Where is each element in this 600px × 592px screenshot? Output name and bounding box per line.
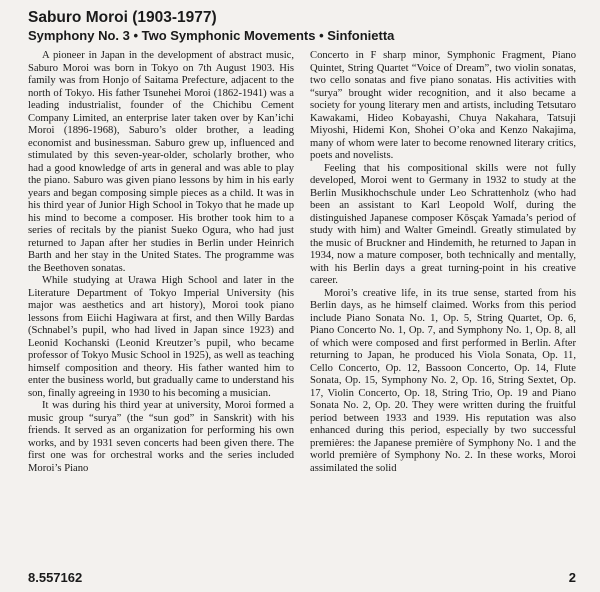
- header: [28, 8, 588, 45]
- right-column: [310, 50, 576, 568]
- paragraph: Concerto in F sharp minor, Symphonic Fragment, Piano Quintet, String Quartet “Voice of Dream”, two violin sonatas, two cello sonatas and five piano sonatas. His activities with “surya” brought wider recognition, and it also became a society for young literary men and artists, including Tetsutaro Kawakami, Hideo Kobayashi, Chuya Nakahara, Tatsuji Miyoshi, Hidemi Kon, Shohei O’oka and Kenzo Nakajima, many of whom were later to become renowned literary critics, poets and novelists.: [310, 50, 576, 161]
- page-number: 2: [568, 570, 576, 585]
- paragraph: A pioneer in Japan in the development of abstract music, Saburo Moroi was born in Tokyo on 7th August 1903. His family was from Honjo of Saitama Prefecture, adjacent to the north of Tokyo. His father Tsunehei Moroi (1862-1941) was a leading industrialist, founder of the Chichibu Cement Company Limited, an enterprise later taken over by Kan’ichi Moroi (1896-1968), Saburo’s older brother, a leading economist and businessman. Saburo grew up, influenced and stimulated by this seven-year-older, scholarly brother, who had a good knowledge of arts in general and was able to play the piano. Saburo was given piano lessons by him in his early years and began composing simple pieces as a child. It was in his third year of Junior High School in Tokyo that he made up his mind to become a composer. His brother took him to a series of recitals by the pianist Sueko Ogura, who had just returned to Japan after her studies in Berlin under Heinrich Barth and her stay in the United States. The programme was the Beethoven sonatas.: [28, 50, 294, 274]
- paragraph: Feeling that his compositional skills were not fully developed, Moroi went to Germany in 1932 to study at the Berlin Musikhochschule under Leo Schrattenholz (who had been an assistant to Karl Leopold Wolf, during the distinguished Japanese composer Kōsçak Yamada’s period of study with him) and Walter Gmeindl. Greatly stimulated by the music of Bruckner and Hindemith, he returned to Japan in 1934, now a mature composer, both technically and mentally, with his Berlin days a great turning-point in his creative career.: [310, 162, 576, 286]
- paragraph: Moroi’s creative life, in its true sense, started from his Berlin days, as he himself claimed. Works from this period include Piano Sonata No. 1, Op. 5, String Quartet, Op. 6, Piano Concerto No. 1, Op. 7, and Symphony No. 1, Op. 8, all of which were composed and first performed in Berlin. After returning to Japan, he produced his Viola Sonata, Op. 11, Cello Concerto, Op. 12, Bassoon Concerto, Op. 14, Flute Sonata, Op. 15, Symphony No. 2, Op. 16, String Sextet, Op. 17, Violin Concerto, Op. 18, String Trio, Op. 19 and Piano Sonata No. 2, Op. 20. They were written during the fruitful period between 1933 and 1939. His reputation was also enhanced during this period, especially by two successful premières: the Japanese première of Symphony No. 1 and the world première of Symphony No. 2. In these works, Moroi assimilated the solid: [310, 287, 576, 474]
- paragraph: While studying at Urawa High School and later in the Literature Department of Tokyo Imperial University (his major was aesthetics and art history), Moroi took piano lessons from Eiichi Hagiwara at first, and then Willy Bardas (Schnabel’s pupil, who had lived in Japan since 1923) and Leonid Kochanski (Leonid Kreutzer’s pupil, who became professor of Tokyo Music School in 1925), as well as teaching himself composition and theory. His father wanted him to enter the business world, but gradually came to understand his son, finally agreeing in 1930 to his becoming a musician.: [28, 275, 294, 399]
- page-subtitle: Symphony No. 3 • Two Symphonic Movements • Sinfonietta: [28, 28, 395, 43]
- text-columns: [28, 50, 576, 568]
- catalog-number: 8.557162: [28, 570, 83, 585]
- page-title: Saburo Moroi (1903-1977): [28, 9, 217, 26]
- left-column: [28, 50, 294, 568]
- paragraph: It was during his third year at university, Moroi formed a music group “surya” (the “sun god” in Sanskrit) with his friends. It served as an organization for performing his own works, and by 1931 seven concerts had been given there. The first one was for orchestral works and the series included Moroi’s Piano: [28, 400, 294, 474]
